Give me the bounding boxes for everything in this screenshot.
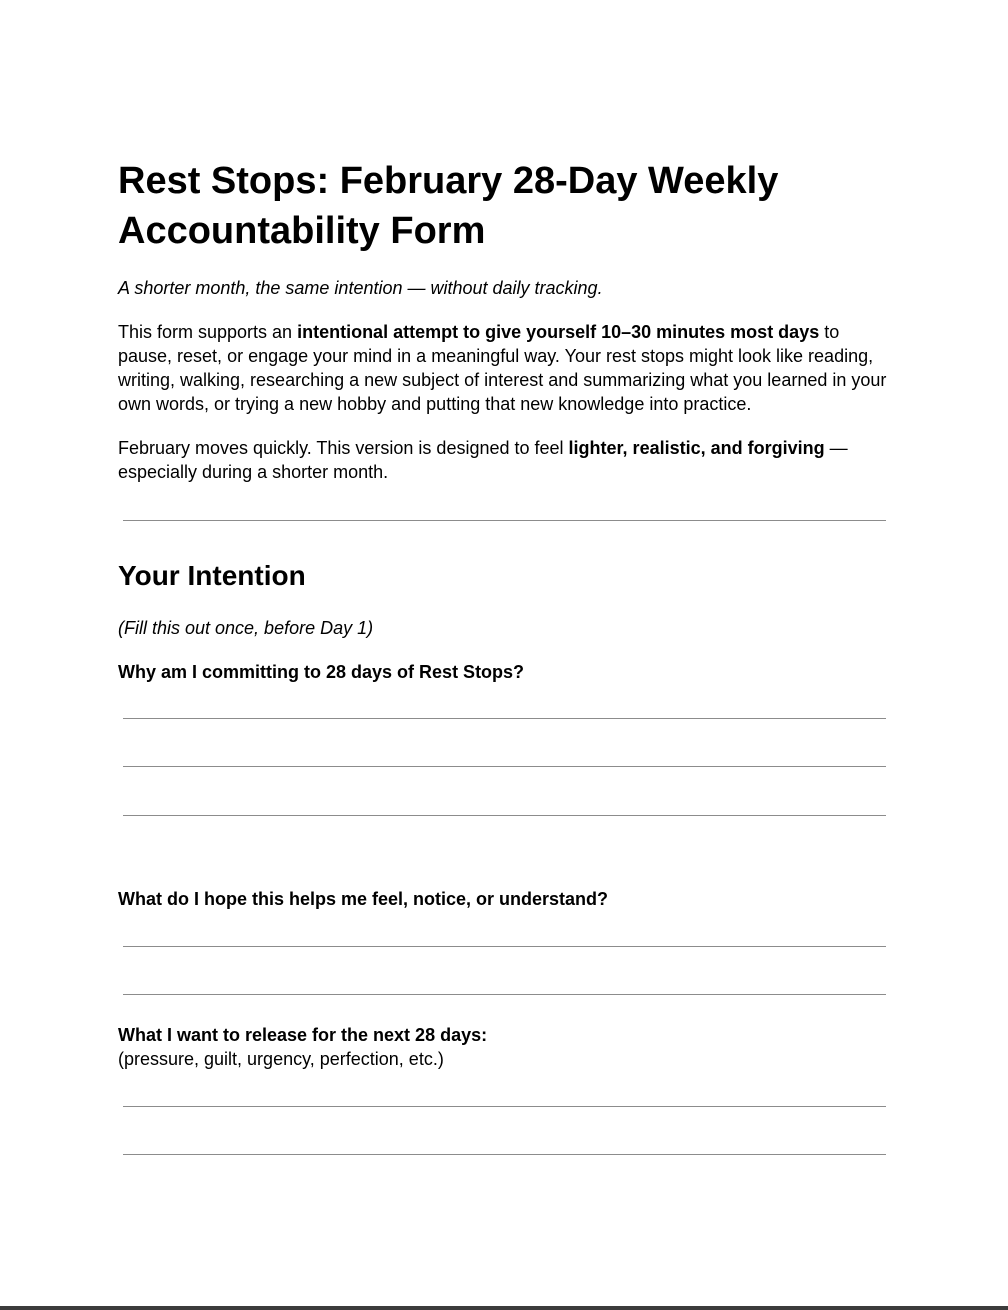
answer-line[interactable] [123, 718, 886, 719]
section-note: (Fill this out once, before Day 1) [118, 618, 374, 638]
intro-paragraph-2 [118, 436, 888, 484]
answer-line[interactable] [123, 766, 886, 767]
intro-p2-text-b: — especially during a shorter month. [118, 438, 848, 482]
section-heading: Your Intention [118, 560, 306, 591]
page-subtitle: A shorter month, the same intention — without daily tracking. [118, 278, 603, 298]
intro-p2-text-a: February moves quickly. This version is designed to feel [118, 438, 569, 458]
document-content [118, 156, 888, 1069]
intro-p1-text-b: to pause, reset, or engage your mind in a meaningful way. Your rest stops might look like reading, writing, walking, researching a new subject of interest and summarizing what you learned in your own words, or trying a new hobby and putting that new knowledge into practice. [118, 322, 887, 414]
answer-line[interactable] [123, 815, 886, 816]
intro-p1-bold: intentional attempt to give yourself 10–30 minutes most days [297, 322, 820, 342]
question-release-hint: (pressure, guilt, urgency, perfection, etc.) [118, 1049, 444, 1069]
answer-line[interactable] [123, 1154, 886, 1155]
answer-line[interactable] [123, 994, 886, 995]
page-title: Rest Stops: February 28-Day Weekly Accountability Form [118, 160, 779, 252]
question-release: What I want to release for the next 28 days: [118, 1025, 488, 1045]
answer-line[interactable] [123, 946, 886, 947]
question-hope-feel: What do I hope this helps me feel, notice, or understand? [118, 889, 609, 909]
intro-p2-bold: lighter, realistic, and forgiving [568, 438, 825, 458]
page-bottom-edge [0, 1306, 1008, 1310]
intro-p1-text-a: This form supports an [118, 322, 298, 342]
question-why-committing: Why am I committing to 28 days of Rest Stops? [118, 662, 525, 682]
intro-paragraph-1 [118, 320, 888, 416]
answer-line[interactable] [123, 1106, 886, 1107]
section-divider [123, 520, 886, 521]
